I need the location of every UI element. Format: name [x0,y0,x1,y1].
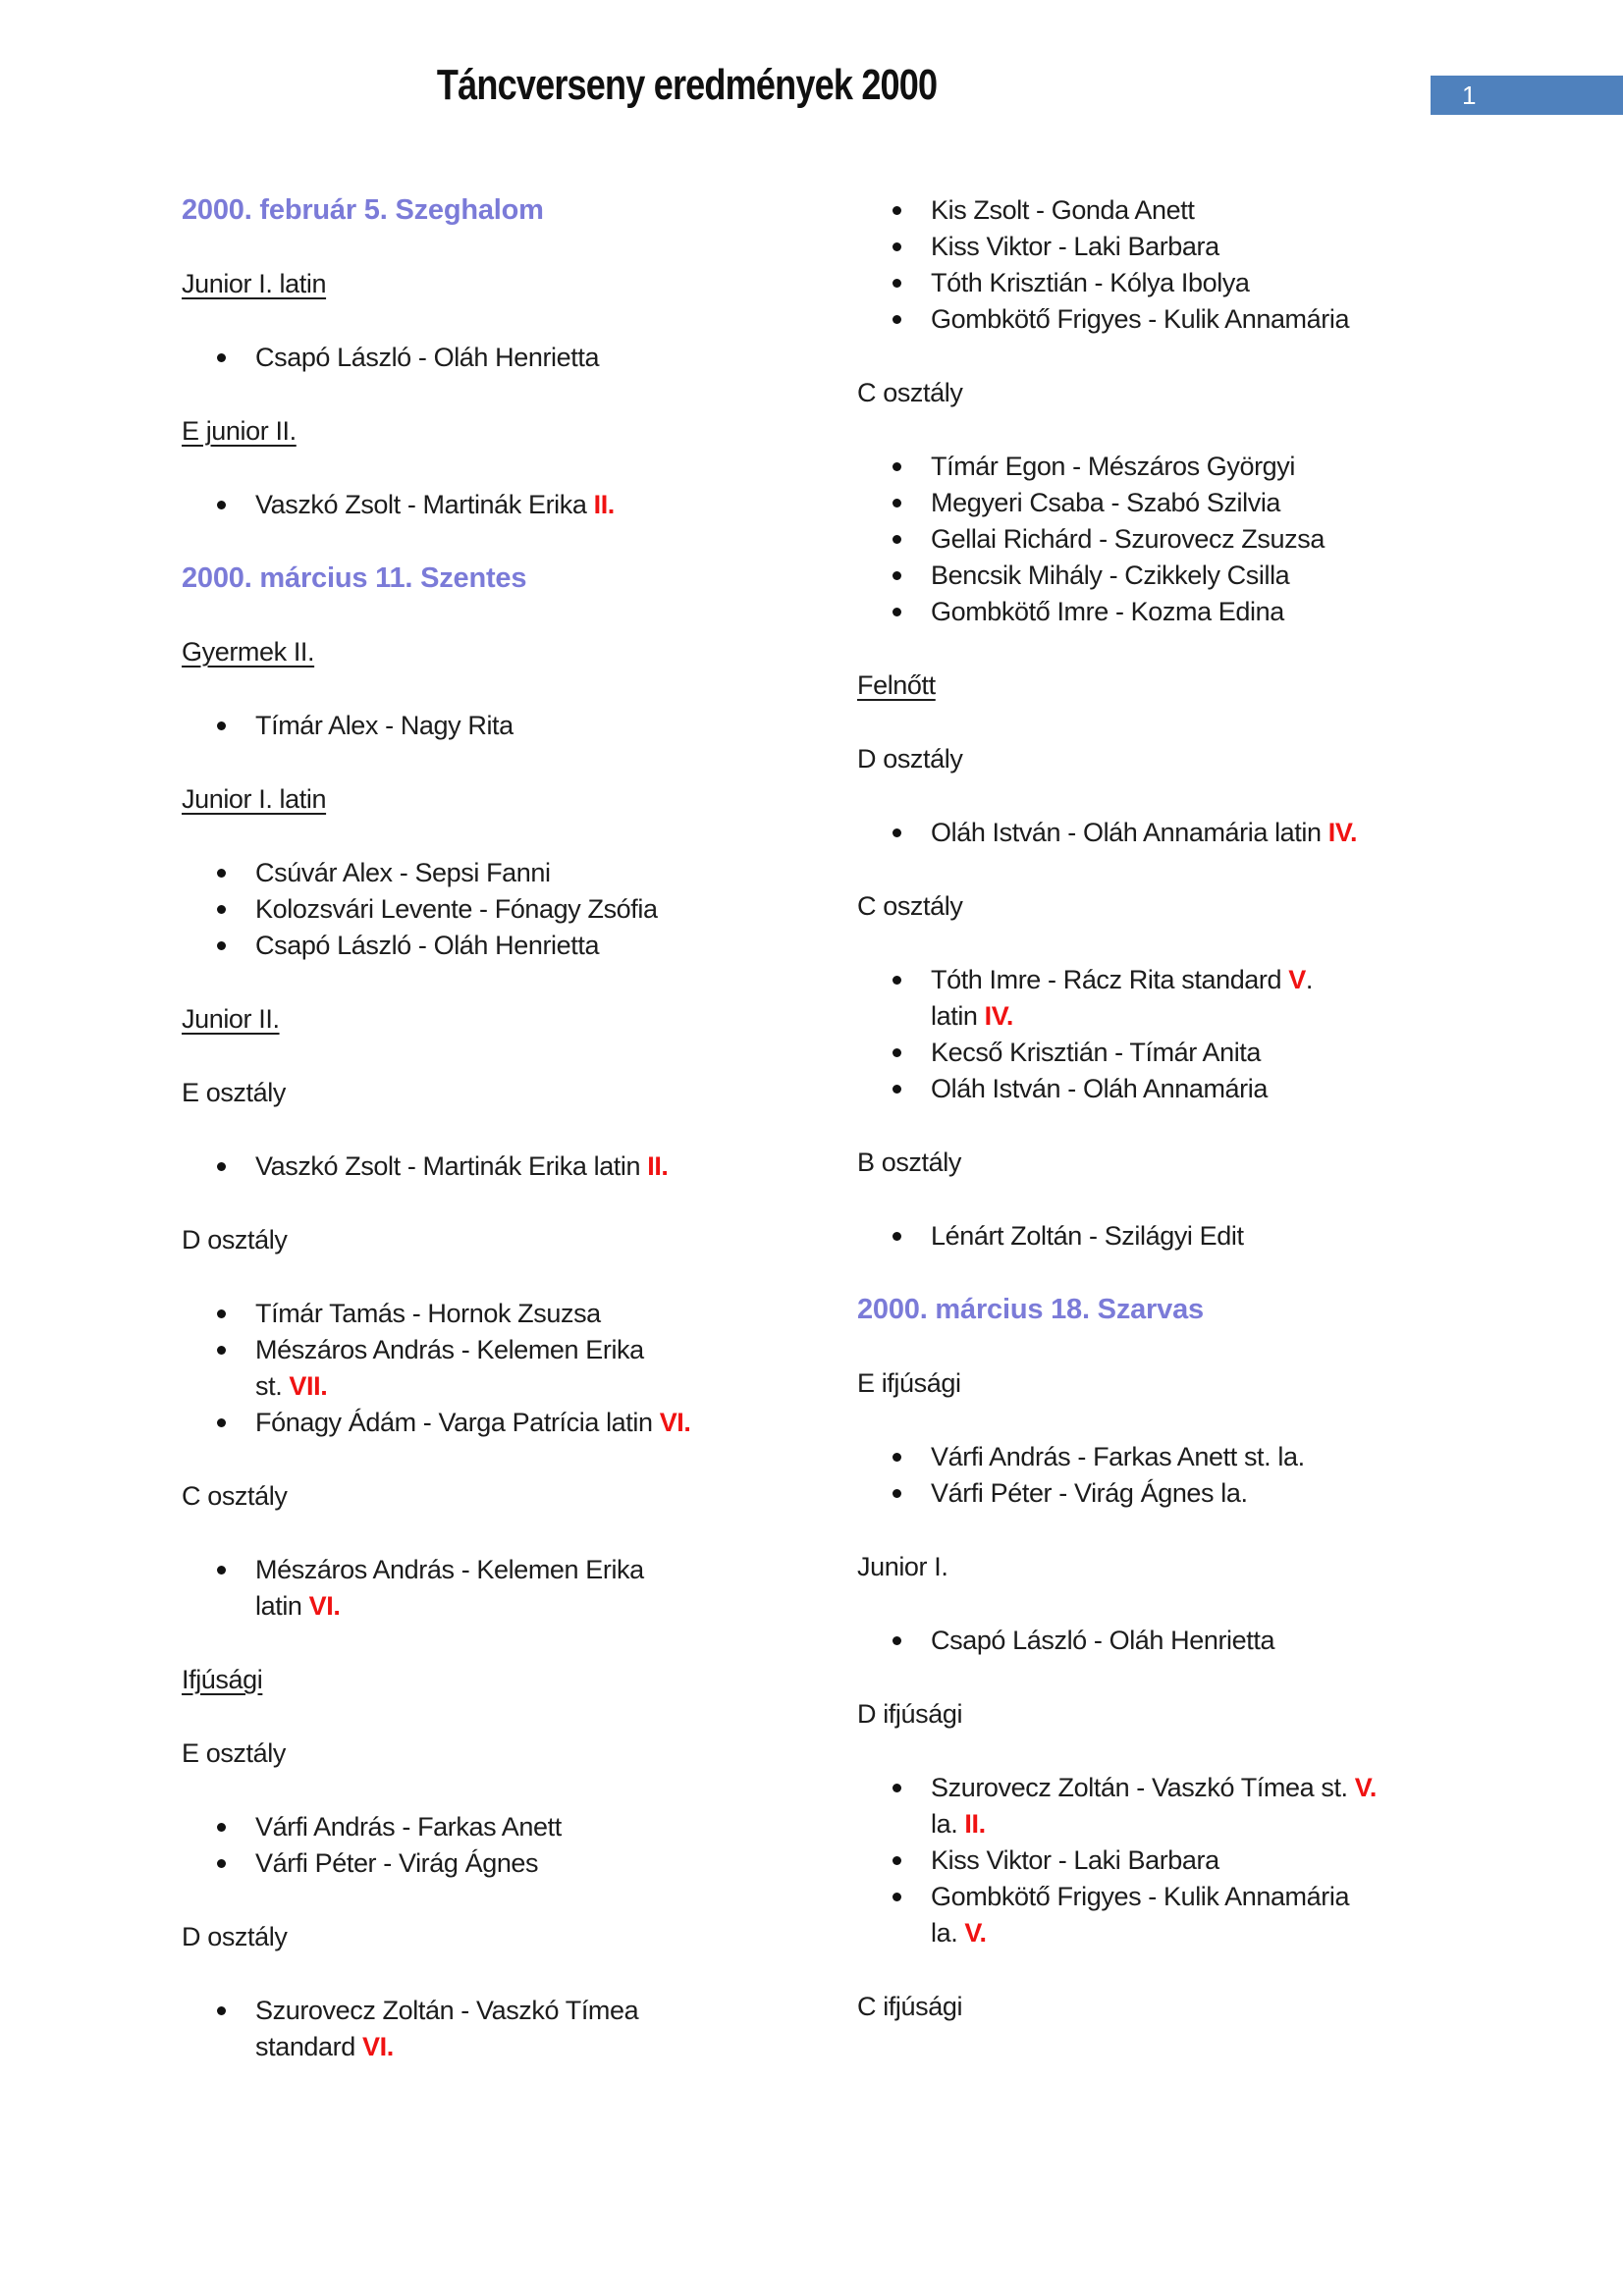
result-text: Megyeri Csaba - Szabó Szilvia [931,488,1281,517]
result-line [255,487,820,523]
result-item [182,487,820,523]
class-label: C osztály [857,378,963,407]
result-item [857,192,1544,229]
result-rank: V [1288,965,1306,994]
result-text: Tóth Imre - Rácz Rita standard [931,965,1289,994]
result-item [857,1879,1544,1951]
result-line [931,229,1544,265]
result-line [931,558,1544,594]
result-line [255,855,820,891]
result-item [857,301,1544,338]
result-list [857,192,1544,338]
event-heading: 2000. február 5. Szeghalom [182,194,544,226]
result-rank: II. [964,1809,986,1839]
result-rank: V. [964,1918,987,1948]
result-line [255,1368,820,1405]
category-heading: Junior II. [182,1004,280,1034]
result-item [857,1475,1544,1512]
class-label: E ifjúsági [857,1368,961,1398]
result-line [931,1806,1544,1842]
result-line [255,708,820,744]
result-list [857,1770,1544,1951]
result-line [931,1879,1544,1915]
result-line [931,998,1544,1035]
result-list [857,1439,1544,1512]
result-rank: VI. [361,2032,394,2061]
result-text: Fónagy Ádám - Varga Patrícia latin [255,1408,660,1437]
result-item [182,855,820,891]
result-line [255,1993,820,2029]
class-label: B osztály [857,1148,961,1177]
event-heading: 2000. március 18. Szarvas [857,1294,1204,1325]
result-rank: VI. [659,1408,691,1437]
result-list [182,708,820,744]
result-item [182,708,820,744]
result-list [857,449,1544,630]
result-list [182,340,820,376]
result-rank: II. [647,1151,669,1181]
result-text: Kolozsvári Levente - Fónagy Zsófia [255,894,658,924]
result-line [255,1148,820,1185]
result-item [857,265,1544,301]
result-text: la. [931,1809,965,1839]
result-text: Tímár Egon - Mészáros Györgyi [931,452,1296,481]
result-line [931,485,1544,521]
result-line [931,265,1544,301]
result-text: Bencsik Mihály - Czikkely Csilla [931,561,1290,590]
result-line [931,1439,1544,1475]
result-rank: V. [1354,1773,1377,1802]
class-label: D osztály [182,1225,288,1255]
result-text: la. [931,1918,965,1948]
result-text: Kiss Viktor - Laki Barbara [931,232,1219,261]
class-label: E osztály [182,1078,286,1107]
result-text: Gombkötő Frigyes - Kulik Annamária [931,1882,1350,1911]
result-item [857,1071,1544,1107]
result-text: Kecső Krisztián - Tímár Anita [931,1038,1262,1067]
result-text: Oláh István - Oláh Annamária latin [931,818,1328,847]
result-rank: II. [593,490,615,519]
result-line [931,1842,1544,1879]
result-item [857,1218,1544,1255]
result-text: Várfi András - Farkas Anett st. la. [931,1442,1305,1471]
result-list [182,1552,820,1625]
category-heading: Junior I. latin [182,784,327,814]
result-line [255,891,820,928]
result-text: Mészáros András - Kelemen Erika [255,1335,644,1364]
result-text: Várfi András - Farkas Anett [255,1812,562,1842]
result-line [931,1035,1544,1071]
result-text: Kis Zsolt - Gonda Anett [931,195,1195,225]
result-text: Mészáros András - Kelemen Erika [255,1555,644,1584]
result-line [931,815,1544,851]
class-label: C osztály [857,891,963,921]
result-line [931,1623,1544,1659]
result-text: Tímár Alex - Nagy Rita [255,711,514,740]
result-list [182,1296,820,1441]
result-item [857,594,1544,630]
result-line [255,1332,820,1368]
result-text: . [1305,965,1313,994]
result-rank: IV. [984,1001,1013,1031]
result-list [182,1809,820,1882]
result-text: Tóth Krisztián - Kólya Ibolya [931,268,1250,297]
result-text: Vaszkó Zsolt - Martinák Erika latin [255,1151,648,1181]
result-item [857,558,1544,594]
class-label: C osztály [182,1481,288,1511]
result-line [931,301,1544,338]
result-rank: IV. [1327,818,1358,847]
result-text: Kiss Viktor - Laki Barbara [931,1845,1219,1875]
result-list [182,487,820,523]
category-heading: E junior II. [182,416,297,446]
page-title: Táncverseny eredmények 2000 [437,61,938,109]
result-text: latin [931,1001,985,1031]
result-text: Csúvár Alex - Sepsi Fanni [255,858,551,887]
result-line [931,594,1544,630]
result-line [255,1588,820,1625]
result-line [255,1296,820,1332]
category-heading: Felnőtt [857,670,936,700]
result-text: Lénárt Zoltán - Szilágyi Edit [931,1221,1244,1251]
result-line [931,1475,1544,1512]
result-text: Gombkötő Imre - Kozma Edina [931,597,1284,626]
result-rank: VII. [289,1371,328,1401]
result-text: Szurovecz Zoltán - Vaszkó Tímea [255,1996,639,2025]
result-item [857,1623,1544,1659]
class-label: C ifjúsági [857,1992,963,2021]
result-list [857,1218,1544,1255]
result-item [182,340,820,376]
result-line [931,1218,1544,1255]
result-line [931,1915,1544,1951]
result-list [857,1623,1544,1659]
result-item [182,1809,820,1845]
result-item [182,1405,820,1441]
result-item [182,1332,820,1405]
class-label: D osztály [182,1922,288,1951]
result-text: Szurovecz Zoltán - Vaszkó Tímea st. [931,1773,1355,1802]
result-line [255,2029,820,2065]
result-item [182,1148,820,1185]
result-text: Vaszkó Zsolt - Martinák Erika [255,490,594,519]
result-item [182,1296,820,1332]
result-line [931,521,1544,558]
page-number-badge [1431,76,1623,115]
result-list [857,815,1544,851]
result-line [255,1809,820,1845]
result-item [182,891,820,928]
result-item [182,928,820,964]
column-left [182,192,820,2103]
result-text: Csapó László - Oláh Henrietta [255,343,600,372]
result-item [857,1035,1544,1071]
result-item [857,521,1544,558]
result-list [857,962,1544,1107]
result-text: st. [255,1371,290,1401]
page-number: 1 [1462,80,1477,110]
result-item [857,1439,1544,1475]
result-line [255,340,820,376]
result-line [931,962,1544,998]
result-item [857,815,1544,851]
result-text: Csapó László - Oláh Henrietta [931,1626,1275,1655]
result-item [182,1993,820,2065]
result-line [255,1405,820,1441]
class-label: D osztály [857,744,963,774]
result-item [857,962,1544,1035]
result-line [255,1552,820,1588]
result-item [857,229,1544,265]
result-item [857,485,1544,521]
class-label: D ifjúsági [857,1699,963,1729]
result-text: Várfi Péter - Virág Ágnes la. [931,1478,1248,1508]
result-text: Oláh István - Oláh Annamária [931,1074,1268,1103]
result-list [182,855,820,964]
class-label: Junior I. [857,1552,948,1581]
result-item [857,449,1544,485]
result-item [857,1842,1544,1879]
result-list [182,1993,820,2065]
result-item [182,1845,820,1882]
result-text: Csapó László - Oláh Henrietta [255,931,600,960]
category-heading: Ifjúsági [182,1665,263,1694]
event-heading: 2000. március 11. Szentes [182,562,527,594]
result-line [931,1770,1544,1806]
title-area [182,61,1193,110]
result-item [182,1552,820,1625]
category-heading: Junior I. latin [182,269,327,298]
result-text: latin [255,1591,309,1621]
column-right [857,192,1544,2062]
result-text: Gellai Richárd - Szurovecz Zsuzsa [931,524,1325,554]
result-text: Tímár Tamás - Hornok Zsuzsa [255,1299,601,1328]
result-line [931,1071,1544,1107]
result-text: Gombkötő Frigyes - Kulik Annamária [931,304,1350,334]
class-label: E osztály [182,1738,286,1768]
result-text: Várfi Péter - Virág Ágnes [255,1848,539,1878]
result-rank: VI. [308,1591,341,1621]
result-item [857,1770,1544,1842]
result-line [255,1845,820,1882]
result-list [182,1148,820,1185]
result-text: standard [255,2032,362,2061]
category-heading: Gyermek II. [182,637,315,667]
result-line [255,928,820,964]
result-line [931,449,1544,485]
result-line [931,192,1544,229]
